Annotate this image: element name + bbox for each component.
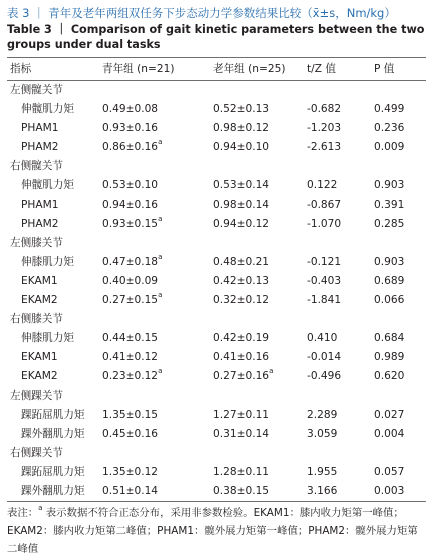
parameter-name xyxy=(10,482,85,501)
old-group-value-text: 0.32±0.12 xyxy=(213,294,270,307)
t-z-value-text: 0.410 xyxy=(307,332,338,345)
table-caption-chinese: 表 3 ｜ 青年及老年两组双任务下步态动力学参数结果比较（x̄±s，Nm/kg） xyxy=(7,6,396,20)
old-group-value xyxy=(213,463,269,482)
t-z-value xyxy=(307,406,337,425)
old-group-value xyxy=(213,119,269,138)
parameter-name-text: 踝外翻肌力矩 xyxy=(21,427,85,440)
parameter-name-text: PHAM2 xyxy=(21,141,59,154)
p-value-text: 0.009 xyxy=(374,141,405,154)
header-p-value: P 值 xyxy=(374,63,395,75)
t-z-value xyxy=(307,348,341,367)
parameter-name xyxy=(10,176,74,195)
group-label: 右侧踝关节 xyxy=(10,446,63,459)
young-group-value xyxy=(102,119,158,138)
table-row xyxy=(7,272,426,291)
table-group-row xyxy=(7,387,426,406)
table-body xyxy=(7,81,426,501)
table-row xyxy=(7,215,426,234)
group-label: 左侧踝关节 xyxy=(10,389,63,402)
table-note-superscript: a xyxy=(38,504,43,513)
young-group-value xyxy=(102,482,158,501)
old-group-value xyxy=(213,176,269,195)
t-z-value xyxy=(307,291,341,310)
old-group-value xyxy=(213,329,269,348)
old-group-value-text: 0.48±0.21 xyxy=(213,255,270,268)
parameter-name xyxy=(10,138,58,157)
parameter-name xyxy=(10,215,58,234)
old-group-value-text: 0.31±0.14 xyxy=(213,427,270,440)
table-row xyxy=(7,482,426,501)
p-value xyxy=(374,482,404,501)
table-note-text: 表示数据不符合正态分布，采用非参数检验。EKAM1：膝内收力矩第一峰值；EKAM2：膝内收力矩第二峰值；PHAM1：髋外展力矩第一峰值；PHAM2：髋外展力矩第二峰值 xyxy=(7,507,418,556)
parameter-name xyxy=(10,253,74,272)
old-group-value-text: 0.27±0.16 xyxy=(213,370,270,383)
table-group-row xyxy=(7,310,426,329)
table-group-row xyxy=(7,234,426,253)
parameter-name xyxy=(10,463,85,482)
young-group-value-text: 1.35±0.12 xyxy=(102,465,159,478)
young-group-value xyxy=(102,253,162,272)
old-group-value-text: 1.28±0.11 xyxy=(213,465,270,478)
p-value xyxy=(374,406,404,425)
parameter-name-text: EKAM1 xyxy=(21,274,58,287)
parameter-name xyxy=(10,291,58,310)
p-value-text: 0.989 xyxy=(374,351,405,364)
old-group-value xyxy=(213,100,269,119)
parameter-name-text: 伸膝肌力矩 xyxy=(21,332,74,345)
young-group-value xyxy=(102,348,158,367)
parameter-name-text: 伸髋肌力矩 xyxy=(21,103,74,116)
old-group-value-text: 0.52±0.13 xyxy=(213,103,270,116)
young-group-value-text: 1.35±0.15 xyxy=(102,408,159,421)
t-z-value xyxy=(307,425,337,444)
t-z-value xyxy=(307,215,341,234)
young-group-value xyxy=(102,291,162,310)
p-value-text: 0.684 xyxy=(374,332,405,345)
p-value xyxy=(374,329,404,348)
parameter-name xyxy=(10,196,58,215)
p-value xyxy=(374,138,404,157)
t-z-value xyxy=(307,100,341,119)
p-value-text: 0.285 xyxy=(374,217,405,230)
table-row xyxy=(7,406,426,425)
young-group-value xyxy=(102,406,158,425)
young-group-value xyxy=(102,329,158,348)
group-label: 左侧膝关节 xyxy=(10,236,63,249)
young-group-value-text: 0.53±0.10 xyxy=(102,179,159,192)
old-group-value xyxy=(213,138,269,157)
parameter-name xyxy=(10,100,74,119)
p-value-text: 0.027 xyxy=(374,408,405,421)
t-z-value xyxy=(307,119,341,138)
p-value-text: 0.903 xyxy=(374,179,405,192)
p-value-text: 0.004 xyxy=(374,427,405,440)
parameter-name-text: 踝跖屈肌力矩 xyxy=(21,465,85,478)
young-group-value-text: 0.94±0.16 xyxy=(102,198,159,211)
header-t-z-value: t/Z 值 xyxy=(307,63,336,75)
parameter-name-text: EKAM2 xyxy=(21,370,58,383)
table-row xyxy=(7,196,426,215)
old-group-value xyxy=(213,367,273,386)
young-group-value-text: 0.27±0.15 xyxy=(102,294,159,307)
young-group-value-text: 0.51±0.14 xyxy=(102,484,159,497)
non-normal-marker: a xyxy=(158,138,163,147)
t-z-value-text: -1.203 xyxy=(307,122,342,135)
old-group-value xyxy=(213,196,269,215)
table-row xyxy=(7,425,426,444)
table-bottom-rule xyxy=(7,501,426,502)
parameter-name-text: EKAM2 xyxy=(21,294,58,307)
parameter-name-text: EKAM1 xyxy=(21,351,58,364)
old-group-value xyxy=(213,291,269,310)
p-value-text: 0.236 xyxy=(374,122,405,135)
non-normal-marker: a xyxy=(158,214,163,223)
table-figure xyxy=(7,5,426,558)
header-old-group: 老年组 (n=25) xyxy=(213,63,286,75)
table-row xyxy=(7,291,426,310)
p-value xyxy=(374,176,404,195)
t-z-value xyxy=(307,463,337,482)
non-normal-marker: a xyxy=(269,367,274,376)
p-value-text: 0.903 xyxy=(374,255,405,268)
parameter-name xyxy=(10,119,58,138)
non-normal-marker: a xyxy=(158,252,163,261)
p-value xyxy=(374,348,404,367)
young-group-value-text: 0.93±0.15 xyxy=(102,217,159,230)
parameter-name xyxy=(10,367,58,386)
table-row xyxy=(7,119,426,138)
p-value-text: 0.689 xyxy=(374,274,405,287)
p-value xyxy=(374,425,404,444)
header-indicator: 指标 xyxy=(10,63,32,75)
young-group-value xyxy=(102,176,158,195)
young-group-value-text: 0.40±0.09 xyxy=(102,274,159,287)
t-z-value xyxy=(307,253,341,272)
table-row xyxy=(7,176,426,195)
parameter-name xyxy=(10,406,85,425)
old-group-value-text: 0.42±0.19 xyxy=(213,332,270,345)
parameter-name-text: PHAM1 xyxy=(21,122,59,135)
group-label: 右侧膝关节 xyxy=(10,313,63,326)
p-value xyxy=(374,253,404,272)
t-z-value-text: -0.682 xyxy=(307,103,342,116)
table-row xyxy=(7,138,426,157)
p-value-text: 0.057 xyxy=(374,465,405,478)
header-young-group: 青年组 (n=21) xyxy=(102,63,175,75)
old-group-value-text: 0.53±0.14 xyxy=(213,179,270,192)
t-z-value xyxy=(307,138,341,157)
table-header-row xyxy=(7,58,426,80)
t-z-value-text: -0.121 xyxy=(307,255,342,268)
table-group-row xyxy=(7,157,426,176)
t-z-value xyxy=(307,176,337,195)
young-group-value xyxy=(102,425,158,444)
old-group-value-text: 0.98±0.12 xyxy=(213,122,270,135)
parameter-name xyxy=(10,272,58,291)
t-z-value-text: -0.403 xyxy=(307,274,342,287)
table-note-prefix: 表注： xyxy=(7,507,39,520)
p-value-text: 0.499 xyxy=(374,103,405,116)
t-z-value-text: -0.496 xyxy=(307,370,342,383)
young-group-value xyxy=(102,100,158,119)
parameter-name-text: PHAM2 xyxy=(21,217,59,230)
t-z-value-text: 3.166 xyxy=(307,484,338,497)
t-z-value-text: 3.059 xyxy=(307,427,338,440)
t-z-value xyxy=(307,272,341,291)
t-z-value xyxy=(307,329,337,348)
young-group-value-text: 0.41±0.12 xyxy=(102,351,159,364)
p-value xyxy=(374,100,404,119)
t-z-value-text: -1.070 xyxy=(307,217,342,230)
young-group-value xyxy=(102,215,162,234)
t-z-value xyxy=(307,482,337,501)
old-group-value-text: 0.94±0.12 xyxy=(213,217,270,230)
p-value-text: 0.620 xyxy=(374,370,405,383)
young-group-value-text: 0.44±0.15 xyxy=(102,332,159,345)
young-group-value xyxy=(102,196,158,215)
table-row xyxy=(7,463,426,482)
group-label: 右侧髋关节 xyxy=(10,160,63,173)
group-label: 左侧髋关节 xyxy=(10,84,63,96)
non-normal-marker: a xyxy=(158,291,163,300)
old-group-value-text: 0.98±0.14 xyxy=(213,198,270,211)
t-z-value-text: -1.841 xyxy=(307,294,342,307)
table-row xyxy=(7,329,426,348)
old-group-value-text: 1.27±0.11 xyxy=(213,408,270,421)
t-z-value-text: 0.122 xyxy=(307,179,338,192)
table-group-row xyxy=(7,81,426,100)
young-group-value-text: 0.86±0.16 xyxy=(102,141,159,154)
old-group-value-text: 0.94±0.10 xyxy=(213,141,270,154)
p-value-text: 0.003 xyxy=(374,484,405,497)
old-group-value xyxy=(213,406,269,425)
old-group-value xyxy=(213,425,269,444)
parameter-name-text: 踝跖屈肌力矩 xyxy=(21,408,85,421)
t-z-value-text: -0.867 xyxy=(307,198,342,211)
parameter-name-text: 伸膝肌力矩 xyxy=(21,255,74,268)
parameter-name-text: 伸髋肌力矩 xyxy=(21,179,74,192)
p-value-text: 0.391 xyxy=(374,198,405,211)
young-group-value-text: 0.47±0.18 xyxy=(102,255,159,268)
parameter-name xyxy=(10,425,85,444)
old-group-value xyxy=(213,215,269,234)
t-z-value-text: -2.613 xyxy=(307,141,342,154)
table-row xyxy=(7,253,426,272)
old-group-value xyxy=(213,253,269,272)
old-group-value-text: 0.42±0.13 xyxy=(213,274,270,287)
table-row xyxy=(7,348,426,367)
p-value xyxy=(374,272,404,291)
young-group-value-text: 0.45±0.16 xyxy=(102,427,159,440)
p-value xyxy=(374,119,404,138)
p-value xyxy=(374,196,404,215)
t-z-value-text: 1.955 xyxy=(307,465,338,478)
t-z-value-text: -0.014 xyxy=(307,351,342,364)
p-value xyxy=(374,291,404,310)
parameter-name xyxy=(10,329,74,348)
young-group-value xyxy=(102,367,162,386)
young-group-value xyxy=(102,138,162,157)
young-group-value xyxy=(102,463,158,482)
old-group-value xyxy=(213,482,269,501)
t-z-value-text: 2.289 xyxy=(307,408,338,421)
young-group-value xyxy=(102,272,158,291)
old-group-value xyxy=(213,348,269,367)
p-value xyxy=(374,367,404,386)
table-caption-english: Table 3 ｜ Comparison of gait kinetic parameters between the two groups under dual tasks xyxy=(7,23,425,51)
young-group-value-text: 0.23±0.12 xyxy=(102,370,159,383)
t-z-value xyxy=(307,367,341,386)
parameter-name-text: PHAM1 xyxy=(21,198,59,211)
p-value-text: 0.066 xyxy=(374,294,405,307)
p-value xyxy=(374,463,404,482)
p-value xyxy=(374,215,404,234)
parameter-name-text: 踝外翻肌力矩 xyxy=(21,484,85,497)
old-group-value-text: 0.38±0.15 xyxy=(213,484,270,497)
young-group-value-text: 0.49±0.08 xyxy=(102,103,159,116)
table-row xyxy=(7,367,426,386)
table-note xyxy=(7,504,426,558)
table-group-row xyxy=(7,444,426,463)
non-normal-marker: a xyxy=(158,367,163,376)
parameter-name xyxy=(10,348,58,367)
old-group-value xyxy=(213,272,269,291)
old-group-value-text: 0.41±0.16 xyxy=(213,351,270,364)
t-z-value xyxy=(307,196,341,215)
young-group-value-text: 0.93±0.16 xyxy=(102,122,159,135)
table-row xyxy=(7,100,426,119)
